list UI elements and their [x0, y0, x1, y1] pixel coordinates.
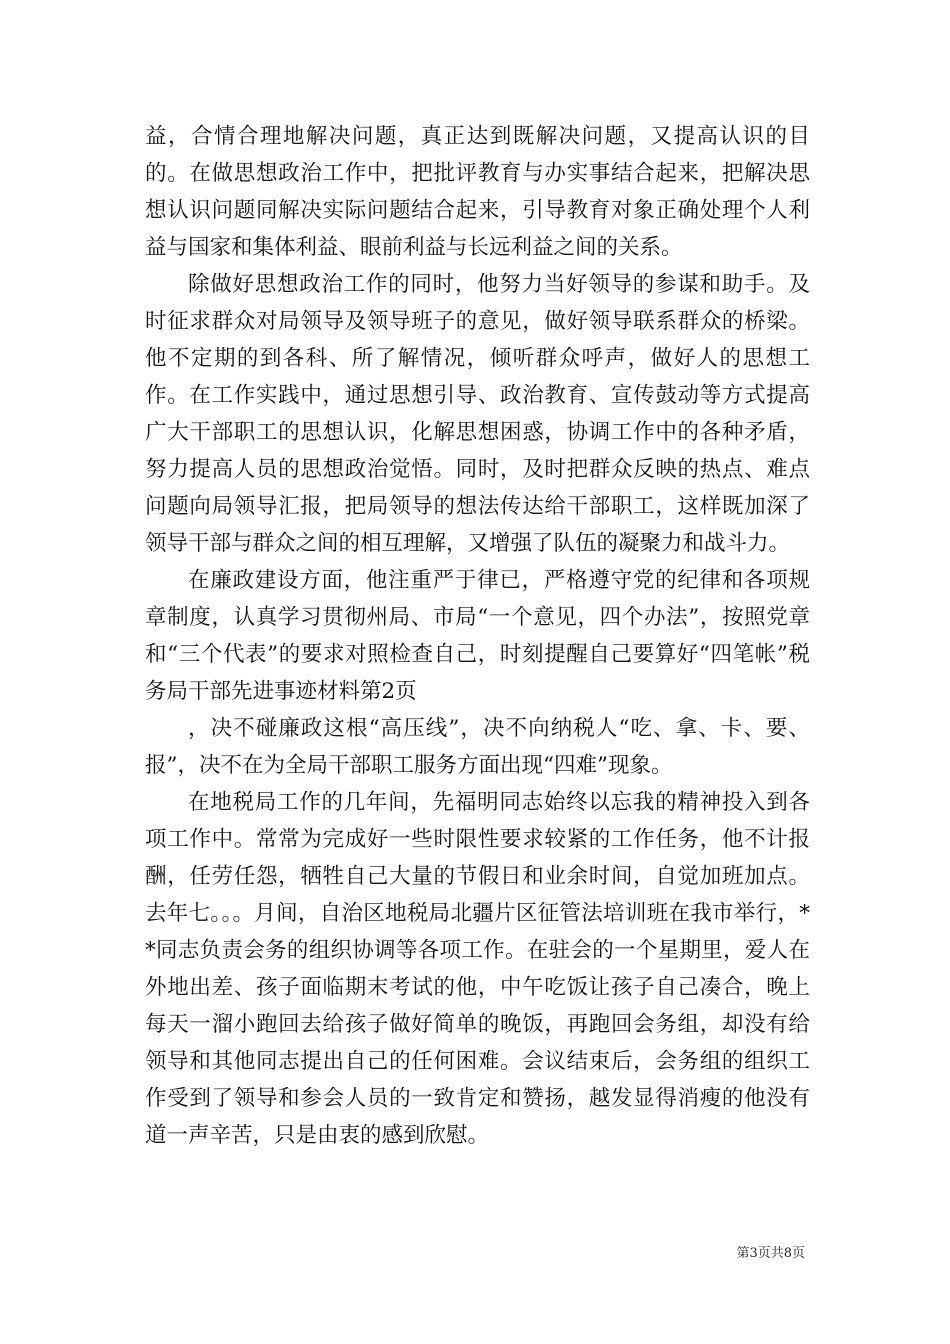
paragraph-integrity: 在廉政建设方面，他注重严于律已，严格遵守党的纪律和各项规章制度，认真学习贯彻州局、市局“一个意见，四个办法”，按照党章和“三个代表”的要求对照检查自己，时刻提醒自己要算好“四笔帐”税务局干部先进事迹材料第2页 [145, 568, 810, 704]
paragraph-continuation: 益，合情合理地解决问题，真正达到既解决问题，又提高认识的目的。在做思想政治工作中，把批评教育与办实事结合起来，把解决思想认识问题同解决实际问题结合起来，引导教育对象正确处理个人利益与国家和集体利益、眼前利益与长远利益之间的关系。 [145, 124, 810, 260]
paragraph-advisor-role: 除做好思想政治工作的同时，他努力当好领导的参谋和助手。及时征求群众对局领导及领导班子的意见，做好领导联系群众的桥梁。他不定期的到各科、所了解情况，倾听群众呼声，做好人的思想工作。在工作实践中，通过思想引导、政治教育、宣传鼓动等方式提高广大干部职工的思想认识，化解思想困惑，协调工作中的各种矛盾，努力提高人员的思想政治觉悟。同时，及时把群众反映的热点、难点问题向局领导汇报，把局领导的想法传达给干部职工，这样既加深了领导干部与群众之间的相互理解，又增强了队伍的凝聚力和战斗力。 [145, 272, 810, 556]
paragraph-high-voltage-line: ，决不碰廉政这根“高压线”，决不向纳税人“吃、拿、卡、要、报”，决不在为全局干部职工服务方面出现“四难”现象。 [145, 716, 810, 778]
document-body [145, 118, 810, 1154]
page-number-footer: 第3页共8页 [736, 1246, 805, 1261]
paragraph-dedication: 在地税局工作的几年间，先福明同志始终以忘我的精神投入到各项工作中。常常为完成好一些时限性要求较紧的工作任务，他不计报酬，任劳任怨，牺牲自己大量的节假日和业余时间，自觉加班加点。去年七。。。月间，自治区地税局北疆片区征管法培训班在我市举行，**同志负责会务的组织协调等各项工作。在驻会的一个星期里，爱人在外地出差、孩子面临期末考试的他，中午吃饭让孩子自己凑合，晚上每天一溜小跑回去给孩子做好简单的晚饭，再跑回会务组，却没有给领导和其他同志提出自己的任何困难。会议结束后，会务组的组织工作受到了领导和参会人员的一致肯定和赞扬，越发显得消瘦的他没有道一声辛苦，只是由衷的感到欣慰。 [145, 790, 810, 1148]
